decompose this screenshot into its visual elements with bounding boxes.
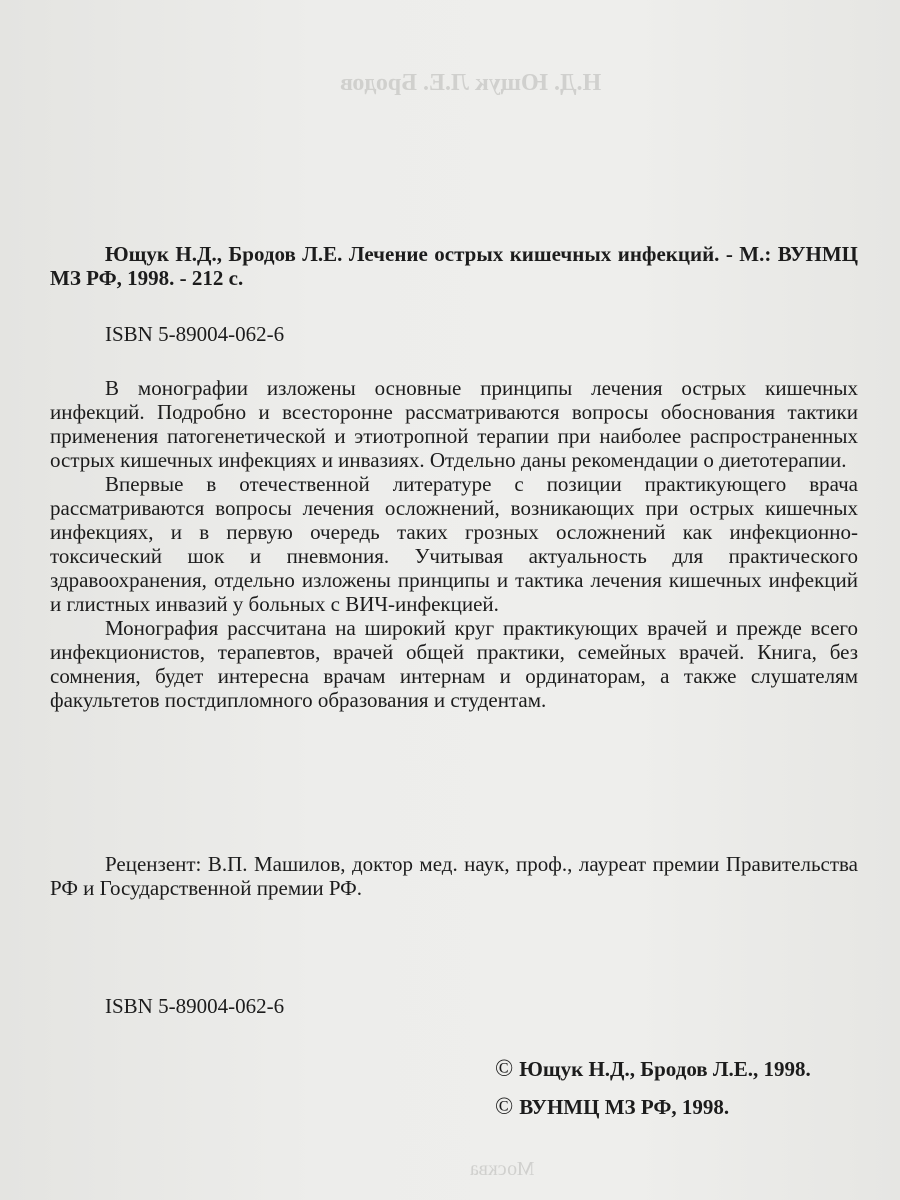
isbn-top: ISBN 5-89004-062-6 bbox=[105, 322, 285, 346]
reviewer-text: Рецензент: В.П. Машилов, доктор мед. наук, проф., лауреат премии Правительства РФ и Государственной премии РФ. bbox=[50, 852, 858, 900]
isbn-bottom: ISBN 5-89004-062-6 bbox=[105, 994, 285, 1018]
reviewer bbox=[50, 852, 858, 900]
abstract-paragraph-3: Монография рассчитана на широкий круг практикующих врачей и прежде всего инфекционистов, терапевтов, врачей общей практики, семейных врачей. Книга, без сомнения, будет интересна врачам интернам и ординаторам, а также слушателям факультетов постдипломного образования и студентам. bbox=[50, 616, 858, 712]
abstract-paragraph-1: В монографии изложены основные принципы лечения острых кишечных инфекций. Подробно и всесторонне рассматриваются вопросы обоснования тактики применения патогенетической и этиотропной терапии при наиболее распространенных острых кишечных инфекциях и инвазиях. Отдельно даны рекомендации о диетотерапии. bbox=[50, 376, 858, 472]
abstract-paragraph-2: Впервые в отечественной литературе с позиции практикующего врача рассматриваются вопросы лечения осложнений, возникающих при острых кишечных инфекциях, и в первую очередь таких грозных осложнений как инфекционно-токсический шок и пневмония. Учитывая актуальность для практического здравоохранения, отдельно изложены принципы и тактика лечения кишечных инфекций и глистных инвазий у больных с ВИЧ-инфекцией. bbox=[50, 472, 858, 616]
book-title-line: Лечение острых кишечных инфекций. - М.: ВУНМЦ МЗ РФ, 1998. - 212 с. bbox=[50, 242, 859, 290]
copyright-symbol: © bbox=[495, 1056, 514, 1082]
copyright-publisher bbox=[495, 1094, 729, 1121]
copyright-authors-text: Ющук Н.Д., Бродов Л.Е., 1998. bbox=[519, 1057, 811, 1081]
abstract bbox=[50, 376, 858, 712]
bibliographic-record bbox=[50, 242, 858, 290]
copyright-authors bbox=[495, 1056, 811, 1083]
bleed-through-top-text: Н.Д. Ющук Л.Е. Бродов bbox=[340, 70, 602, 96]
copyright-publisher-text: ВУНМЦ МЗ РФ, 1998. bbox=[519, 1095, 730, 1119]
authors: Ющук Н.Д., Бродов Л.Е. bbox=[105, 242, 343, 266]
copyright-symbol: © bbox=[495, 1094, 514, 1120]
bleed-through-bottom-text: Москва bbox=[470, 1158, 535, 1180]
